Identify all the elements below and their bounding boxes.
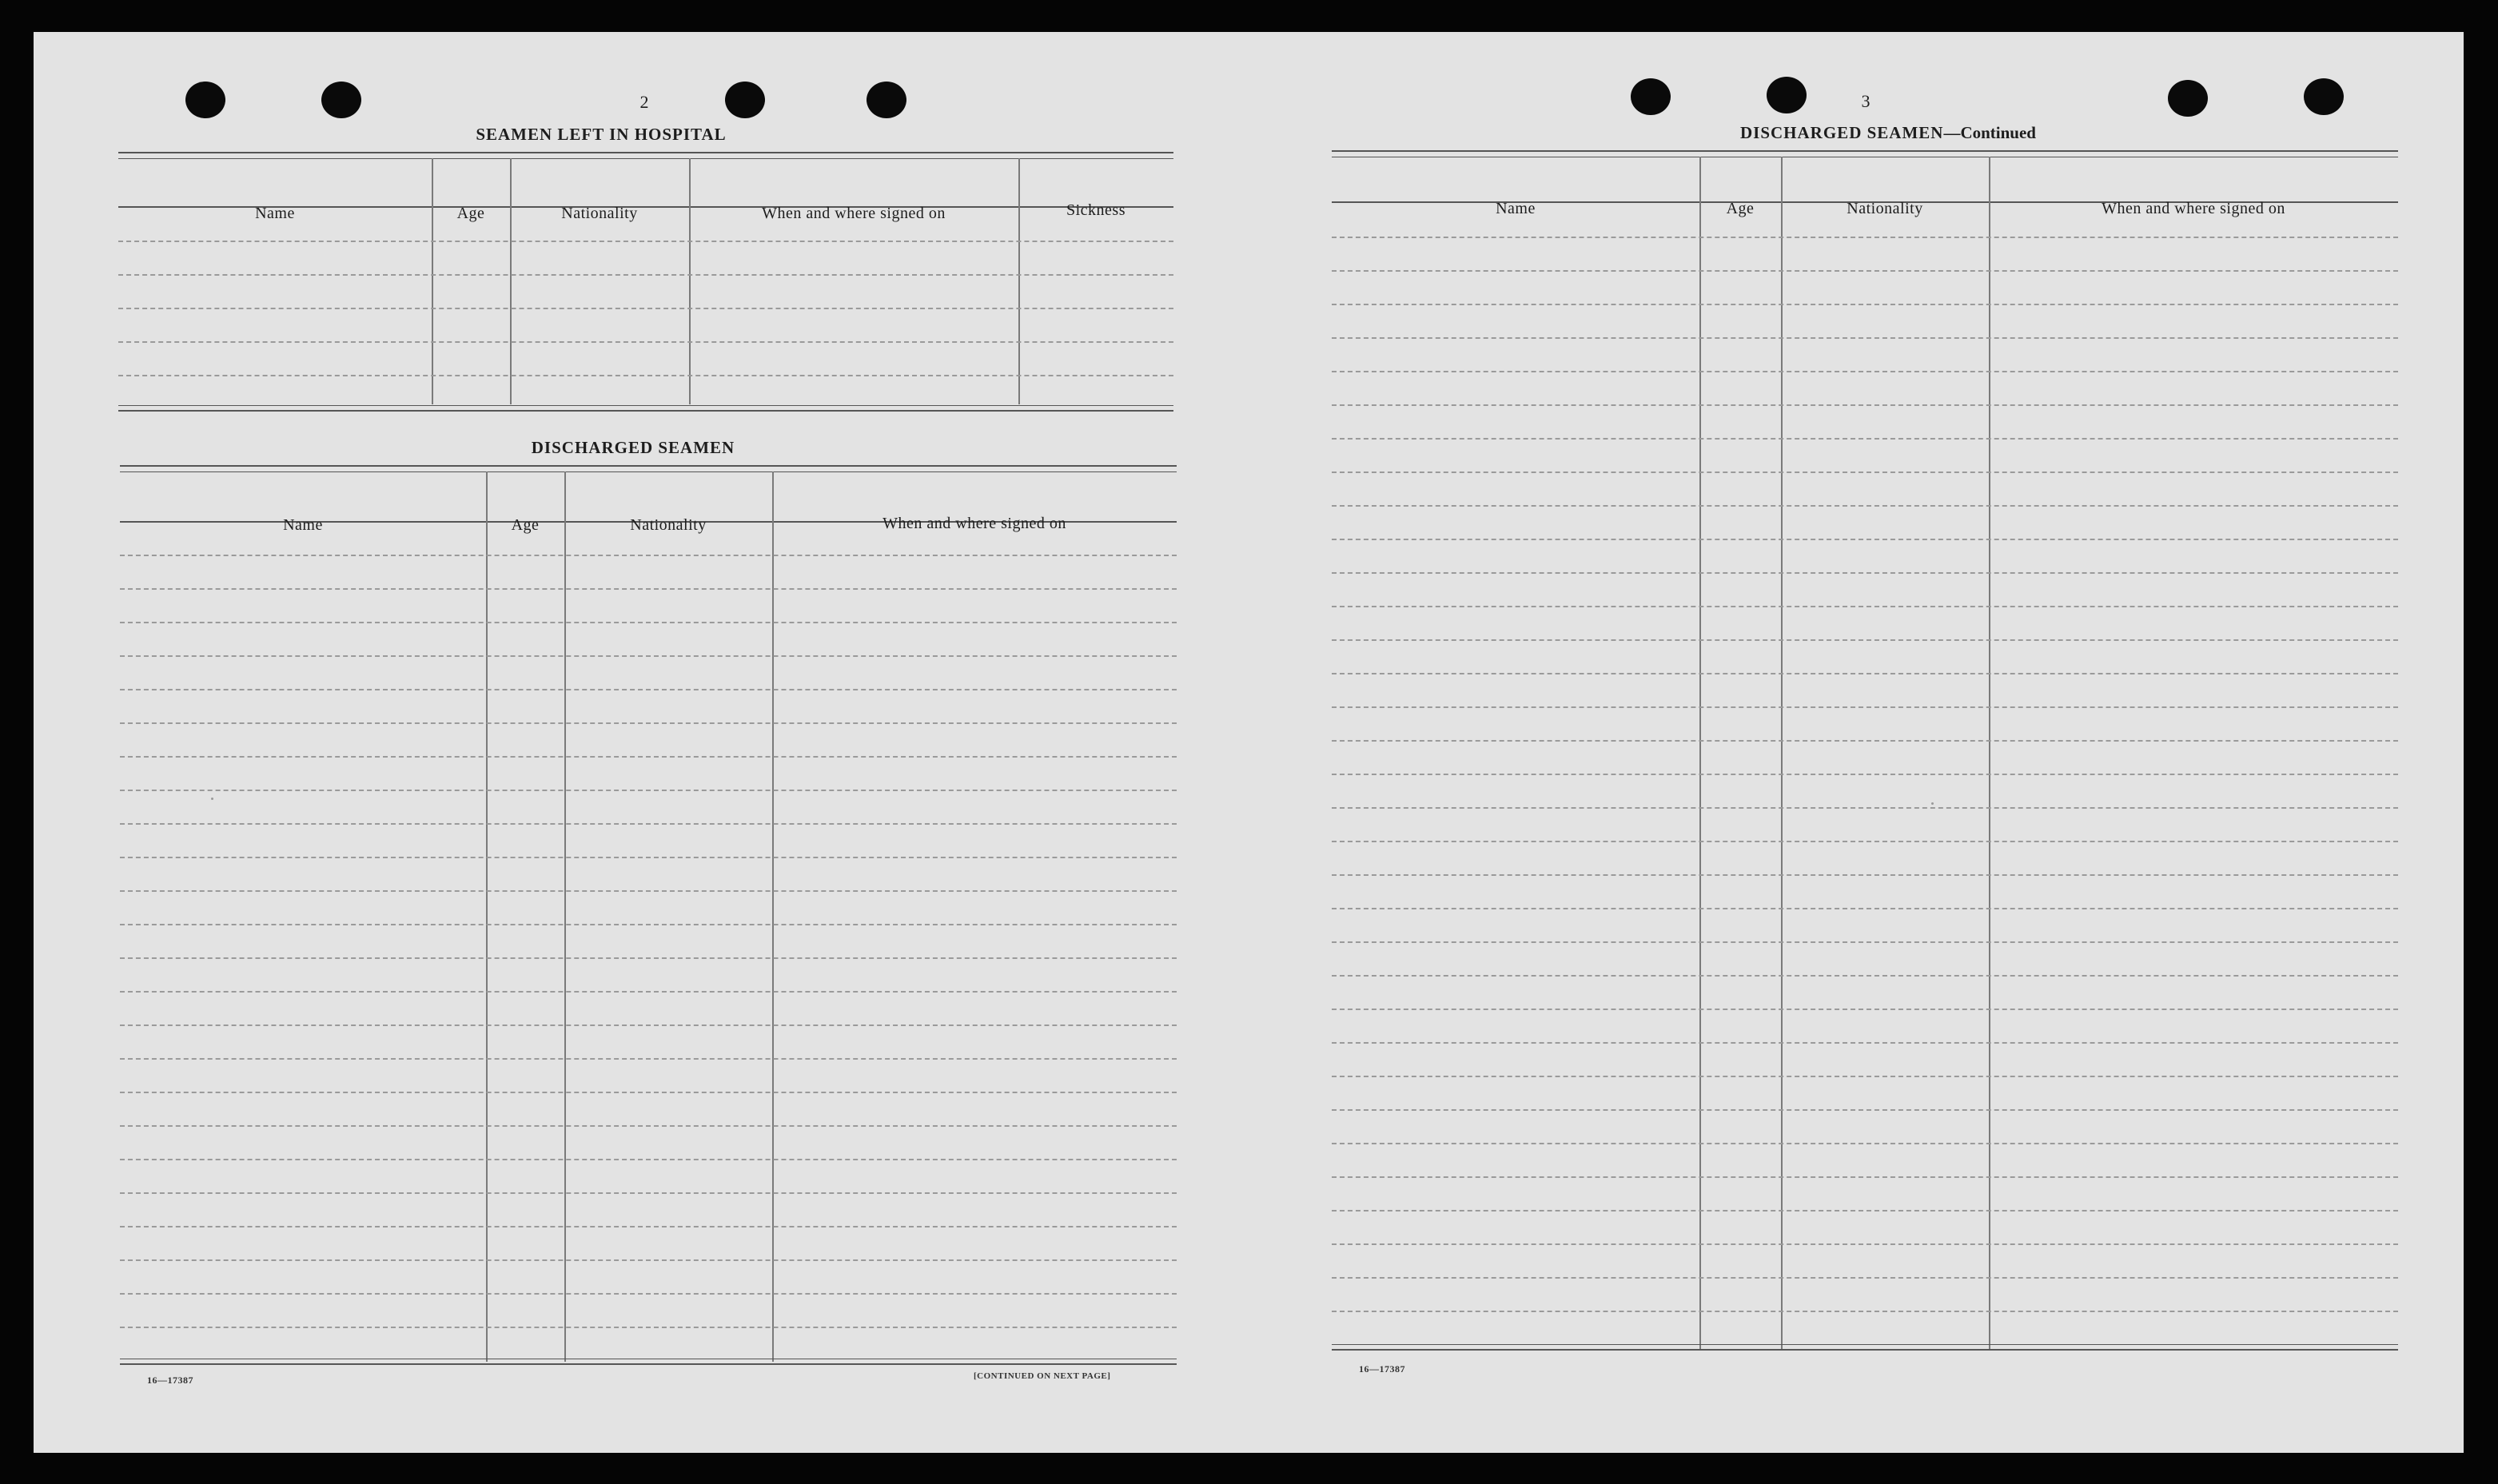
continued-note: [CONTINUED ON NEXT PAGE] [974, 1371, 1111, 1381]
table-row-line [120, 924, 1177, 925]
table-row-line [1332, 908, 2398, 909]
table-row-line [1332, 975, 2398, 977]
table-row-line [1332, 1143, 2398, 1144]
hospital-table [118, 152, 1173, 411]
table-row-line [120, 1125, 1177, 1127]
column-header-when-where: When and where signed on [762, 205, 946, 222]
table-row-line [1332, 740, 2398, 742]
punch-hole [1767, 77, 1807, 113]
table-row-line [1332, 1009, 2398, 1010]
discharged-section-title: DISCHARGED SEAMEN [531, 438, 735, 457]
column-header-age: Age [1726, 200, 1755, 217]
punch-hole [185, 82, 225, 118]
form-number-right: 16—17387 [1359, 1363, 1405, 1375]
column-divider [689, 158, 691, 404]
table-row-line [1332, 337, 2398, 339]
table-row-line [1332, 606, 2398, 607]
table-row-line [120, 1024, 1177, 1026]
table-row-line [120, 1058, 1177, 1060]
table-row-line [120, 1092, 1177, 1093]
discharged-table-right [1332, 150, 2398, 1357]
table-row-line [1332, 572, 2398, 574]
punch-hole [1631, 78, 1671, 115]
table-row-line [120, 890, 1177, 892]
hospital-section-title: SEAMEN LEFT IN HOSPITAL [476, 125, 727, 144]
table-top-rule [118, 152, 1173, 159]
table-row-line [1332, 270, 2398, 272]
column-header-nationality: Nationality [630, 516, 707, 534]
table-row-line [1332, 941, 2398, 943]
table-row-line [120, 1259, 1177, 1261]
punch-hole [321, 82, 361, 118]
column-divider [486, 471, 488, 1362]
punch-hole [2168, 80, 2208, 117]
table-row-line [1332, 673, 2398, 674]
table-row-line [118, 308, 1173, 309]
column-divider [1018, 158, 1020, 404]
column-header-name: Name [283, 516, 323, 534]
table-bottom-rule [1332, 1344, 2398, 1351]
table-row-line [120, 1226, 1177, 1227]
table-row-line [120, 655, 1177, 657]
table-row-line [1332, 237, 2398, 238]
table-row-line [118, 341, 1173, 343]
table-row-line [1332, 539, 2398, 540]
table-row-line [120, 1192, 1177, 1194]
table-row-line [120, 588, 1177, 590]
paper-speck [1931, 802, 1934, 805]
column-header-age: Age [456, 205, 485, 222]
discharged-table-left [120, 465, 1177, 1368]
page-number-right: 3 [1861, 91, 1871, 111]
table-row-line [120, 991, 1177, 993]
table-row-line [120, 555, 1177, 556]
page-number-left: 2 [639, 92, 649, 112]
column-divider [1989, 157, 1990, 1351]
table-row-line [1332, 505, 2398, 507]
column-divider [1699, 157, 1701, 1351]
table-row-line [1332, 1243, 2398, 1245]
table-row-line [120, 1327, 1177, 1328]
form-sheet [34, 32, 2464, 1453]
table-row-line [120, 756, 1177, 758]
table-row-line [1332, 639, 2398, 641]
table-row-line [1332, 1109, 2398, 1111]
column-header-name: Name [1496, 200, 1536, 217]
form-number-left: 16—17387 [147, 1375, 193, 1386]
table-row-line [118, 375, 1173, 376]
discharged-continued-title [1632, 123, 2144, 143]
column-divider [772, 471, 774, 1362]
table-row-line [1332, 841, 2398, 842]
column-header-when-where: When and where signed on [882, 515, 1066, 532]
discharged-title-suffix: —Continued [1943, 123, 2036, 142]
table-top-rule [1332, 150, 2398, 157]
table-top-rule [120, 465, 1177, 472]
column-header-nationality: Nationality [561, 205, 638, 222]
column-divider [564, 471, 566, 1362]
table-row-line [1332, 1176, 2398, 1178]
punch-hole [725, 82, 765, 118]
table-bottom-rule [120, 1359, 1177, 1365]
table-row-line [1332, 1210, 2398, 1211]
paper-speck [211, 798, 213, 800]
column-divider [510, 158, 512, 404]
table-row-line [120, 622, 1177, 623]
discharged-title-main: DISCHARGED SEAMEN [1740, 123, 1944, 142]
table-row-line [1332, 438, 2398, 440]
table-row-line [1332, 807, 2398, 809]
table-row-line [118, 274, 1173, 276]
table-row-line [120, 857, 1177, 858]
column-header-nationality: Nationality [1847, 200, 1923, 217]
table-bottom-rule [118, 405, 1173, 412]
table-row-line [1332, 1076, 2398, 1077]
table-row-line [1332, 874, 2398, 876]
table-row-line [1332, 371, 2398, 372]
table-row-line [1332, 706, 2398, 708]
table-row-line [120, 689, 1177, 690]
column-header-sickness: Sickness [1066, 201, 1125, 219]
column-header-name: Name [255, 205, 295, 222]
table-row-line [1332, 471, 2398, 473]
punch-hole [867, 82, 906, 118]
column-header-age: Age [511, 516, 540, 534]
column-divider [432, 158, 433, 404]
punch-hole [2304, 78, 2344, 115]
table-row-line [1332, 1042, 2398, 1044]
table-row-line [120, 957, 1177, 959]
table-row-line [120, 790, 1177, 791]
table-row-line [1332, 774, 2398, 775]
column-divider [1781, 157, 1783, 1351]
table-row-line [120, 1159, 1177, 1160]
table-row-line [120, 823, 1177, 825]
table-row-line [1332, 404, 2398, 406]
table-row-line [118, 241, 1173, 242]
table-row-line [120, 1293, 1177, 1295]
table-row-line [1332, 1311, 2398, 1312]
table-row-line [1332, 304, 2398, 305]
table-row-line [120, 722, 1177, 724]
column-header-when-where: When and where signed on [2102, 200, 2285, 217]
table-row-line [1332, 1277, 2398, 1279]
